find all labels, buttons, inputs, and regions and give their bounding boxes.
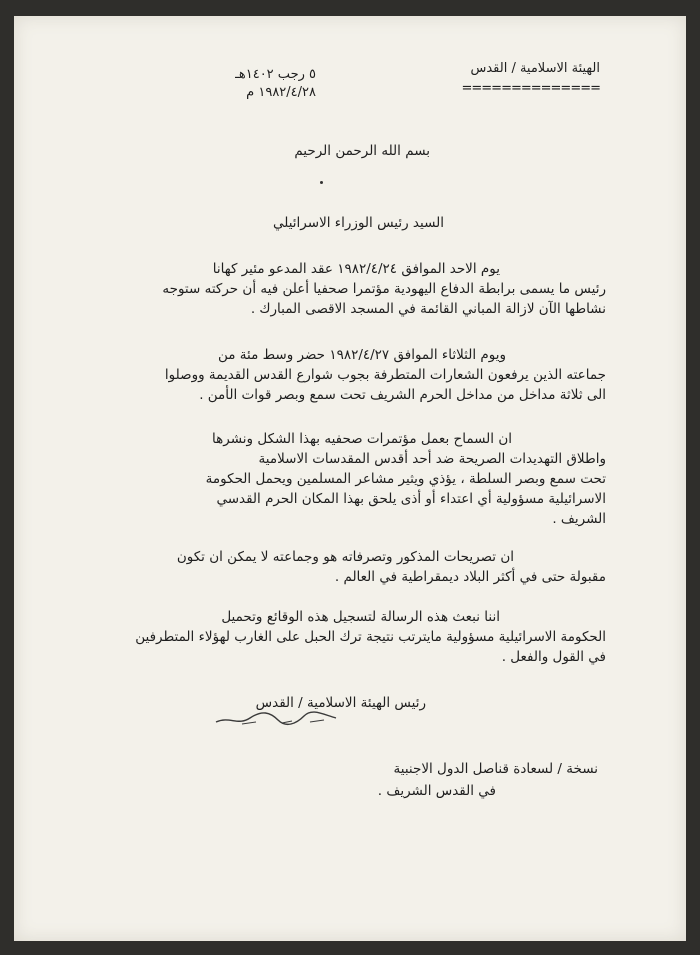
- para5-line1: اننا نبعث هذه الرسالة لتسجيل هذه الوقائع وتحميل: [221, 609, 500, 625]
- letterhead-org: [462, 60, 601, 98]
- date-hijri: ٥ رجب ١٤٠٢هـ: [235, 67, 316, 82]
- letter-page: [14, 16, 686, 941]
- para4-line1: ان تصريحات المذكور وتصرفاته هو وجماعته لا يمكن ان تكون: [176, 549, 514, 565]
- para3-line2: واطلاق التهديدات الصريحة ضد أحد أقدس المقدسات الاسلامية: [258, 451, 606, 467]
- recipient-line: السيد رئيس الوزراء الاسرائيلي: [273, 215, 444, 231]
- para2-line3: الى ثلاثة مداخل من مداخل الحرم الشريف تحت سمع وبصر قوات الأمن .: [199, 387, 606, 403]
- ink-dot: [320, 181, 323, 184]
- basmala: بسم الله الرحمن الرحيم: [294, 143, 430, 159]
- signature-title: رئيس الهيئة الاسلامية / القدس: [255, 695, 426, 711]
- copy-to-line2: في القدس الشريف .: [377, 783, 496, 799]
- para5-line2: الحكومة الاسرائيلية مسؤولية مايترتب نتيجة ترك الحبل على الغارب لهؤلاء المتطرفين: [135, 629, 606, 645]
- para1-line2: رئيس ما يسمى برابطة الدفاع اليهودية مؤتمرا صحفيا أعلن فيه أن حركته ستوجه: [162, 281, 606, 297]
- para1-line1: يوم الاحد الموافق ١٩٨٢/٤/٢٤ عقد المدعو مئير كهانا: [212, 261, 500, 277]
- org-underline: ==============: [461, 81, 600, 96]
- para1-line3: نشاطها الآن لازالة المباني القائمة في المسجد الاقصى المبارك .: [250, 301, 606, 317]
- para3-line1: ان السماح بعمل مؤتمرات صحفيه بهذا الشكل ونشرها: [212, 431, 512, 447]
- copy-to-line1: نسخة / لسعادة قناصل الدول الاجنبية: [393, 761, 598, 777]
- para3-line3: تحت سمع وبصر السلطة ، يؤذي ويثير مشاعر المسلمين ويحمل الحكومة: [205, 471, 606, 487]
- para5-line3: في القول والفعل .: [501, 649, 606, 665]
- para2-line2: جماعته الذين يرفعون الشعارات المتطرفة بجوب شوارع القدس القديمة ووصلوا: [164, 367, 606, 383]
- date-gregorian: ١٩٨٢/٤/٢٨ م: [246, 85, 316, 100]
- para3-line5: الشريف .: [552, 511, 606, 527]
- para3-line4: الاسرائيلية مسؤولية أي اعتداء أو أذى يلحق بهذا المكان الحرم القدسي: [216, 491, 606, 507]
- handwritten-signature: [212, 702, 342, 732]
- org-name: الهيئة الاسلامية / القدس: [470, 61, 600, 76]
- para4-line2: مقبولة حتى في أكثر البلاد ديمقراطية في العالم .: [334, 569, 606, 585]
- para2-line1: ويوم الثلاثاء الموافق ١٩٨٢/٤/٢٧ حضر وسط مئة من: [217, 347, 506, 363]
- letter-dates: [226, 66, 316, 102]
